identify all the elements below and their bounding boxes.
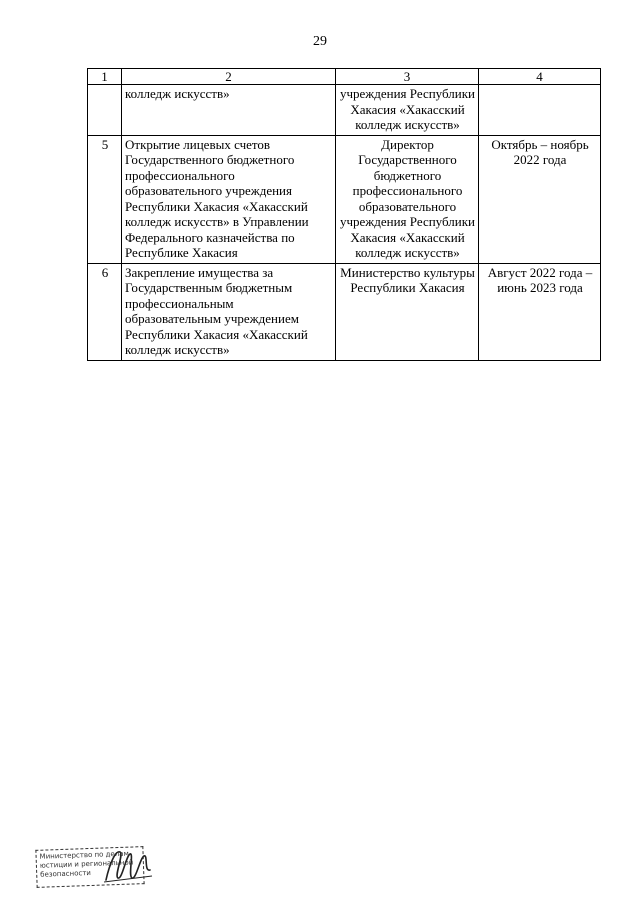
row-responsible: учреждения Республики Хакасия «Хакасский колледж искусств» xyxy=(336,85,479,136)
table-row xyxy=(88,135,601,263)
row-deadline: Октябрь – ноябрь 2022 года xyxy=(479,135,601,263)
page-number: 29 xyxy=(313,34,327,49)
table-row xyxy=(88,85,601,136)
row-action: Открытие лицевых счетов Государственного бюджетного профессионального образовательного учреждения Республики Хакасия «Хакасский колледж искусств» в Управлении Федерального казначейства по Республике Хакасия xyxy=(122,135,336,263)
header-col-3: 3 xyxy=(336,69,479,85)
row-number xyxy=(88,85,122,136)
table-row xyxy=(88,263,601,360)
stamp-text: Министерство по делам юстиции и региональной безопасности xyxy=(35,846,144,888)
row-deadline xyxy=(479,85,601,136)
table-header-row xyxy=(88,69,601,85)
row-number: 5 xyxy=(88,135,122,263)
row-number: 6 xyxy=(88,263,122,360)
signature-stamp-icon xyxy=(100,842,156,890)
row-responsible: Директор Государственного бюджетного профессионального образовательного учреждения Республики Хакасия «Хакасский колледж искусств» xyxy=(336,135,479,263)
header-col-2: 2 xyxy=(122,69,336,85)
row-action: колледж искусств» xyxy=(122,85,336,136)
plan-table xyxy=(87,68,601,361)
signature-stamp xyxy=(36,842,156,890)
row-responsible: Министерство культуры Республики Хакасия xyxy=(336,263,479,360)
row-deadline: Август 2022 года – июнь 2023 года xyxy=(479,263,601,360)
header-col-4: 4 xyxy=(479,69,601,85)
header-col-1: 1 xyxy=(88,69,122,85)
row-action: Закрепление имущества за Государственным бюджетным профессиональным образовательным учреждением Республики Хакасия «Хакасский колледж искусств» xyxy=(122,263,336,360)
